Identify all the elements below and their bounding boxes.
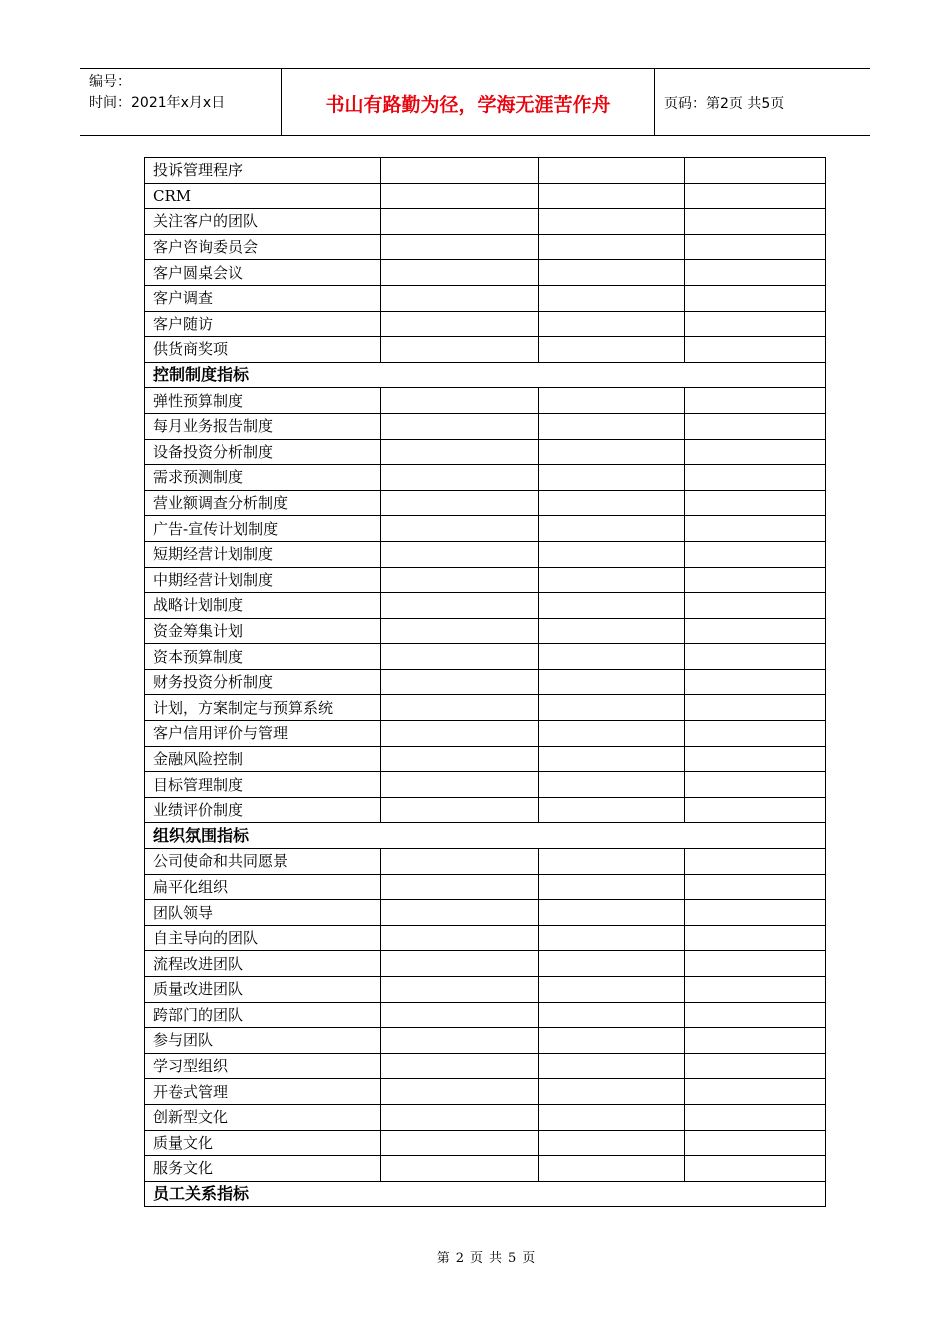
- table-row: [145, 977, 826, 1003]
- footer-ye: 页: [469, 1251, 483, 1266]
- table-cell-empty: [685, 593, 826, 619]
- table-row: [145, 567, 826, 593]
- indicator-label: 质量文化: [145, 1130, 381, 1156]
- table-cell-empty: [539, 1104, 685, 1130]
- table-cell-empty: [685, 874, 826, 900]
- table-cell-empty: [685, 337, 826, 363]
- section-header-row: [145, 362, 826, 388]
- indicator-label: CRM: [145, 183, 381, 209]
- table-cell-empty: [381, 669, 539, 695]
- table-cell-empty: [381, 977, 539, 1003]
- table-cell-empty: [539, 874, 685, 900]
- table-cell-empty: [539, 388, 685, 414]
- table-cell-empty: [539, 1130, 685, 1156]
- table-cell-empty: [381, 516, 539, 542]
- table-row: [145, 1104, 826, 1130]
- indicator-table-body: [145, 158, 826, 1207]
- indicator-label: 学习型组织: [145, 1053, 381, 1079]
- table-row: [145, 260, 826, 286]
- table-cell-empty: [539, 1079, 685, 1105]
- table-cell-empty: [381, 746, 539, 772]
- table-row: [145, 874, 826, 900]
- table-row: [145, 695, 826, 721]
- table-cell-empty: [685, 311, 826, 337]
- table-row: [145, 465, 826, 491]
- number-label: 编号：: [89, 74, 131, 90]
- footer-ye2: 页: [522, 1251, 536, 1266]
- table-cell-empty: [381, 1053, 539, 1079]
- indicator-label: 客户咨询委员会: [145, 234, 381, 260]
- indicator-label: 公司使命和共同愿景: [145, 849, 381, 875]
- indicator-label: 跨部门的团队: [145, 1002, 381, 1028]
- table-row: [145, 1156, 826, 1182]
- table-cell-empty: [381, 465, 539, 491]
- table-row: [145, 951, 826, 977]
- indicator-label: 客户圆桌会议: [145, 260, 381, 286]
- table-cell-empty: [539, 797, 685, 823]
- table-cell-empty: [539, 439, 685, 465]
- table-cell-empty: [685, 413, 826, 439]
- table-cell-empty: [685, 644, 826, 670]
- table-cell-empty: [381, 900, 539, 926]
- table-cell-empty: [539, 158, 685, 184]
- table-cell-empty: [685, 951, 826, 977]
- indicator-label: 参与团队: [145, 1028, 381, 1054]
- table-row: [145, 439, 826, 465]
- table-cell-empty: [685, 1156, 826, 1182]
- table-cell-empty: [685, 746, 826, 772]
- table-cell-empty: [685, 439, 826, 465]
- table-row: [145, 516, 826, 542]
- table-cell-empty: [685, 1002, 826, 1028]
- table-cell-empty: [381, 1079, 539, 1105]
- table-cell-empty: [381, 1130, 539, 1156]
- indicator-label: 团队领导: [145, 900, 381, 926]
- indicator-label: 自主导向的团队: [145, 925, 381, 951]
- indicator-label: 客户信用评价与管理: [145, 721, 381, 747]
- table-cell-empty: [685, 209, 826, 235]
- indicator-label: 流程改进团队: [145, 951, 381, 977]
- table-cell-empty: [381, 593, 539, 619]
- table-cell-empty: [685, 234, 826, 260]
- table-row: [145, 849, 826, 875]
- table-cell-empty: [685, 849, 826, 875]
- footer-total-pages: 5: [508, 1251, 517, 1266]
- table-row: [145, 1002, 826, 1028]
- table-cell-empty: [539, 695, 685, 721]
- indicator-label: 资本预算制度: [145, 644, 381, 670]
- section-header-row: [145, 1181, 826, 1207]
- header-meta: [80, 69, 282, 135]
- table-cell-empty: [381, 234, 539, 260]
- table-cell-empty: [539, 209, 685, 235]
- section-header-row: [145, 823, 826, 849]
- table-cell-empty: [539, 593, 685, 619]
- table-cell-empty: [539, 285, 685, 311]
- table-cell-empty: [539, 337, 685, 363]
- table-row: [145, 337, 826, 363]
- table-cell-empty: [539, 413, 685, 439]
- header-slogan: 书山有路勤为径，学海无涯苦作舟: [282, 69, 655, 135]
- table-cell-empty: [685, 183, 826, 209]
- table-row: [145, 797, 826, 823]
- table-cell-empty: [539, 772, 685, 798]
- table-cell-empty: [685, 285, 826, 311]
- table-cell-empty: [381, 413, 539, 439]
- table-cell-empty: [381, 1104, 539, 1130]
- table-cell-empty: [685, 797, 826, 823]
- table-cell-empty: [539, 746, 685, 772]
- indicator-label: 质量改进团队: [145, 977, 381, 1003]
- table-row: [145, 669, 826, 695]
- table-row: [145, 644, 826, 670]
- table-cell-empty: [539, 618, 685, 644]
- indicator-label: 弹性预算制度: [145, 388, 381, 414]
- table-cell-empty: [539, 260, 685, 286]
- table-cell-empty: [539, 951, 685, 977]
- table-cell-empty: [539, 490, 685, 516]
- indicator-label: 财务投资分析制度: [145, 669, 381, 695]
- table-row: [145, 721, 826, 747]
- header-page-info: 页码：第2页 共5页: [664, 96, 785, 112]
- indicator-label: 服务文化: [145, 1156, 381, 1182]
- table-cell-empty: [381, 541, 539, 567]
- table-row: [145, 285, 826, 311]
- table-row: [145, 209, 826, 235]
- table-row: [145, 490, 826, 516]
- table-cell-empty: [381, 388, 539, 414]
- table-row: [145, 388, 826, 414]
- table-cell-empty: [539, 977, 685, 1003]
- table-cell-empty: [685, 465, 826, 491]
- table-cell-empty: [685, 490, 826, 516]
- table-cell-empty: [685, 1104, 826, 1130]
- indicator-label: 计划，方案制定与预算系统: [145, 695, 381, 721]
- table-row: [145, 311, 826, 337]
- table-cell-empty: [685, 925, 826, 951]
- table-cell-empty: [685, 388, 826, 414]
- page-footer: [0, 1247, 950, 1266]
- table-row: [145, 1079, 826, 1105]
- indicator-label: 业绩评价制度: [145, 797, 381, 823]
- indicator-label: 设备投资分析制度: [145, 439, 381, 465]
- table-cell-empty: [381, 260, 539, 286]
- table-cell-empty: [685, 541, 826, 567]
- table-row: [145, 413, 826, 439]
- indicator-label: 扁平化组织: [145, 874, 381, 900]
- table-cell-empty: [381, 772, 539, 798]
- table-cell-empty: [539, 849, 685, 875]
- indicator-label: 中期经营计划制度: [145, 567, 381, 593]
- table-cell-empty: [381, 183, 539, 209]
- table-cell-empty: [539, 1053, 685, 1079]
- table-cell-empty: [685, 567, 826, 593]
- table-cell-empty: [539, 1156, 685, 1182]
- table-cell-empty: [381, 1002, 539, 1028]
- indicator-label: 客户调查: [145, 285, 381, 311]
- table-row: [145, 925, 826, 951]
- table-cell-empty: [539, 1028, 685, 1054]
- table-cell-empty: [381, 439, 539, 465]
- table-cell-empty: [381, 1028, 539, 1054]
- table-row: [145, 1130, 826, 1156]
- table-cell-empty: [381, 797, 539, 823]
- table-cell-empty: [539, 644, 685, 670]
- indicator-label: 战略计划制度: [145, 593, 381, 619]
- table-cell-empty: [685, 1053, 826, 1079]
- table-cell-empty: [381, 874, 539, 900]
- table-row: [145, 158, 826, 184]
- table-row: [145, 1028, 826, 1054]
- indicator-label: 目标管理制度: [145, 772, 381, 798]
- table-row: [145, 746, 826, 772]
- table-row: [145, 1053, 826, 1079]
- table-cell-empty: [539, 721, 685, 747]
- indicator-label: 创新型文化: [145, 1104, 381, 1130]
- footer-page-number: 2: [455, 1251, 464, 1266]
- table-cell-empty: [685, 977, 826, 1003]
- table-cell-empty: [539, 311, 685, 337]
- table-cell-empty: [685, 721, 826, 747]
- table-cell-empty: [685, 695, 826, 721]
- table-cell-empty: [381, 849, 539, 875]
- table-cell-empty: [685, 516, 826, 542]
- section-title: 员工关系指标: [145, 1181, 826, 1207]
- footer-gong: 共: [489, 1251, 503, 1266]
- table-cell-empty: [539, 567, 685, 593]
- table-cell-empty: [381, 695, 539, 721]
- table-cell-empty: [381, 285, 539, 311]
- table-cell-empty: [685, 1130, 826, 1156]
- table-row: [145, 541, 826, 567]
- table-cell-empty: [685, 1028, 826, 1054]
- time-label: 时间：2021年x月x日: [89, 95, 226, 111]
- table-cell-empty: [381, 951, 539, 977]
- table-cell-empty: [685, 669, 826, 695]
- table-cell-empty: [381, 311, 539, 337]
- table-cell-empty: [685, 772, 826, 798]
- section-title: 组织氛围指标: [145, 823, 826, 849]
- table-cell-empty: [685, 158, 826, 184]
- table-cell-empty: [685, 1079, 826, 1105]
- table-cell-empty: [539, 1002, 685, 1028]
- table-cell-empty: [539, 669, 685, 695]
- indicator-label: 每月业务报告制度: [145, 413, 381, 439]
- footer-di: 第: [436, 1251, 450, 1266]
- table-cell-empty: [381, 618, 539, 644]
- indicator-label: 广告-宣传计划制度: [145, 516, 381, 542]
- indicator-label: 需求预测制度: [145, 465, 381, 491]
- table-cell-empty: [381, 209, 539, 235]
- table-row: [145, 593, 826, 619]
- document-header: [80, 68, 870, 136]
- table-cell-empty: [539, 183, 685, 209]
- table-row: [145, 183, 826, 209]
- table-cell-empty: [381, 1156, 539, 1182]
- table-cell-empty: [381, 158, 539, 184]
- table-cell-empty: [539, 234, 685, 260]
- table-cell-empty: [685, 900, 826, 926]
- table-cell-empty: [685, 618, 826, 644]
- indicator-label: 客户随访: [145, 311, 381, 337]
- indicator-label: 开卷式管理: [145, 1079, 381, 1105]
- table-cell-empty: [381, 721, 539, 747]
- table-cell-empty: [685, 260, 826, 286]
- table-cell-empty: [381, 490, 539, 516]
- table-row: [145, 772, 826, 798]
- table-row: [145, 234, 826, 260]
- table-cell-empty: [381, 567, 539, 593]
- table-cell-empty: [539, 516, 685, 542]
- indicator-label: 供货商奖项: [145, 337, 381, 363]
- indicator-label: 资金筹集计划: [145, 618, 381, 644]
- indicator-label: 短期经营计划制度: [145, 541, 381, 567]
- table-cell-empty: [539, 900, 685, 926]
- table-cell-empty: [539, 465, 685, 491]
- table-cell-empty: [539, 541, 685, 567]
- indicator-table: [144, 157, 826, 1207]
- indicator-label: 金融风险控制: [145, 746, 381, 772]
- table-cell-empty: [381, 337, 539, 363]
- indicator-label: 关注客户的团队: [145, 209, 381, 235]
- table-cell-empty: [539, 925, 685, 951]
- table-cell-empty: [381, 644, 539, 670]
- indicator-label: 营业额调查分析制度: [145, 490, 381, 516]
- table-row: [145, 618, 826, 644]
- section-title: 控制制度指标: [145, 362, 826, 388]
- table-cell-empty: [381, 925, 539, 951]
- table-row: [145, 900, 826, 926]
- indicator-label: 投诉管理程序: [145, 158, 381, 184]
